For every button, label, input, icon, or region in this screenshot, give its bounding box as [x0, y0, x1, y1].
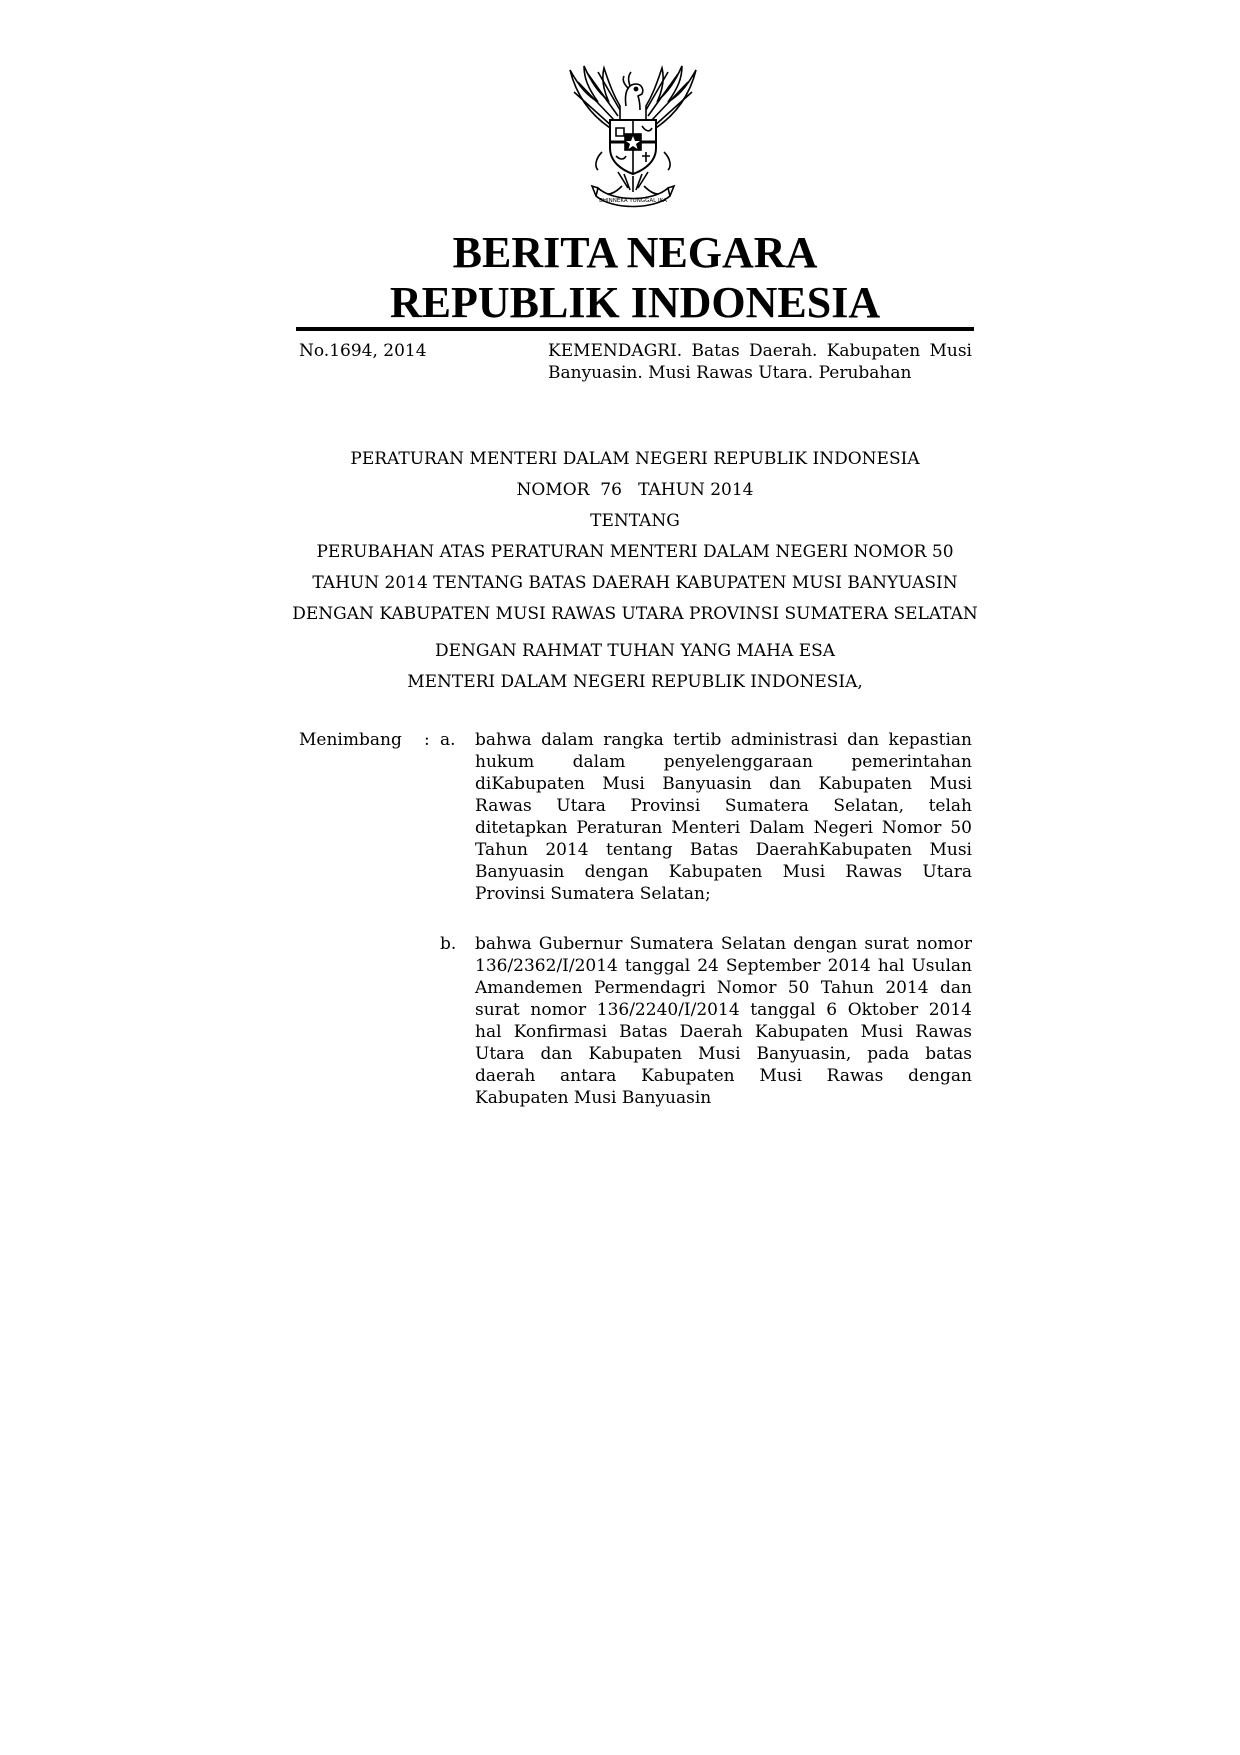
consideration-b-text: bahwa Gubernur Sumatera Selatan dengan surat nomor 136/2362/I/2014 tanggal 24 September 2014 hal Usulan Amandemen Permendagri Nomor 50 Tahun 2014 dan surat nomor 136/2240/I/2014 tanggal 6 Oktober 2014 hal Konfirmasi Batas Daerah Kabupaten Musi Rawas Utara dan Kabupaten Musi Banyuasin, pada batas daerah antara Kabupaten Musi Rawas dengan Kabupaten Musi Banyuasin	[475, 934, 972, 1108]
title-line-1: PERATURAN MENTERI DALAM NEGERI REPUBLIK INDONESIA	[350, 449, 920, 469]
menimbang-label: Menimbang	[299, 730, 402, 750]
document-subject: KEMENDAGRI. Batas Daerah. Kabupaten Musi Banyuasin. Musi Rawas Utara. Perubahan	[548, 341, 972, 383]
regulation-title	[240, 444, 1030, 698]
title-line-3: TENTANG	[590, 511, 680, 531]
masthead	[296, 228, 974, 328]
garuda-pancasila-emblem-icon	[558, 62, 708, 217]
title-line-8: MENTERI DALAM NEGERI REPUBLIK INDONESIA,	[407, 672, 863, 692]
consideration-b-letter: b.	[440, 934, 457, 954]
document-number: No.1694, 2014	[299, 341, 427, 361]
title-line-5: TAHUN 2014 TENTANG BATAS DAERAH KABUPATEN MUSI BANYUASIN	[312, 573, 958, 593]
masthead-line-2: REPUBLIK INDONESIA	[389, 278, 881, 327]
menimbang-colon: :	[424, 730, 430, 750]
masthead-divider	[296, 327, 974, 331]
consideration-a-letter: a.	[440, 730, 456, 750]
emblem-motto: BHINNEKA TUNGGAL IKA	[599, 198, 667, 204]
title-line-4: PERUBAHAN ATAS PERATURAN MENTERI DALAM NEGERI NOMOR 50	[316, 542, 954, 562]
title-line-6: DENGAN KABUPATEN MUSI RAWAS UTARA PROVINSI SUMATERA SELATAN	[292, 604, 978, 624]
title-line-2: NOMOR 76 TAHUN 2014	[516, 480, 754, 500]
consideration-a-text: bahwa dalam rangka tertib administrasi dan kepastian hukum dalam penyelenggaraan pemerintahan diKabupaten Musi Banyuasin dan Kabupaten Musi Rawas Utara Provinsi Sumatera Selatan, telah ditetapkan Peraturan Menteri Dalam Negeri Nomor 50 Tahun 2014 tentang Batas DaerahKabupaten Musi Banyuasin dengan Kabupaten Musi Rawas Utara Provinsi Sumatera Selatan;	[475, 730, 972, 904]
title-line-7: DENGAN RAHMAT TUHAN YANG MAHA ESA	[434, 641, 836, 661]
masthead-line-1: BERITA NEGARA	[452, 228, 818, 277]
